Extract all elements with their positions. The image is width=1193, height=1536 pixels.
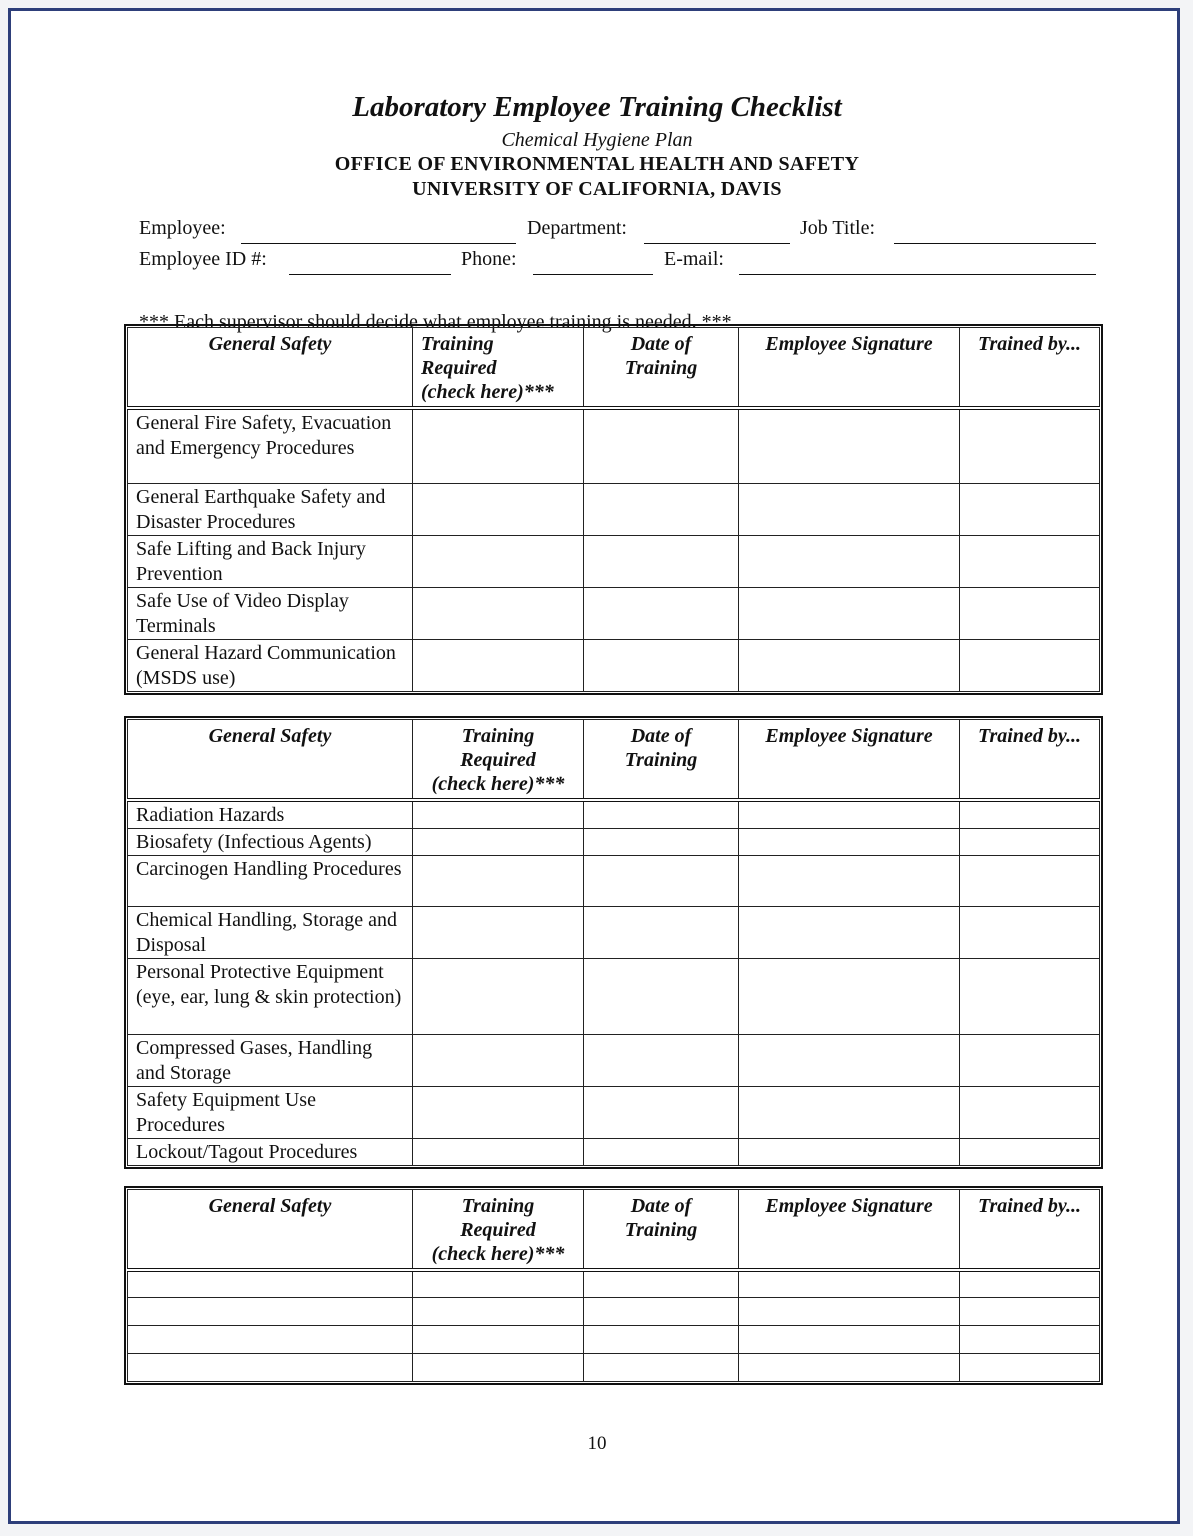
signature-cell[interactable] [739,408,960,484]
office-name: OFFICE OF ENVIRONMENTAL HEALTH AND SAFETY [334,153,860,175]
training-item: Biosafety (Infectious Agents) [128,828,413,855]
training-required-cell[interactable] [413,1270,584,1298]
date-cell[interactable] [584,408,739,484]
training-item-cell[interactable] [128,1270,413,1298]
col-header-trained-by: Trained by... [960,328,1100,408]
date-cell[interactable] [584,958,739,1034]
training-required-cell[interactable] [413,536,584,588]
col-header-line: (check here)*** [421,381,554,403]
training-item-cell[interactable] [128,1326,413,1354]
date-cell[interactable] [584,588,739,640]
training-required-cell[interactable] [413,906,584,958]
col-header-line: Training [624,749,698,771]
date-cell[interactable] [584,1086,739,1138]
table-row [128,855,1100,906]
date-cell[interactable] [584,906,739,958]
trained-by-cell[interactable] [960,855,1100,906]
trained-by-cell[interactable] [960,800,1100,829]
table-row [128,1138,1100,1165]
training-required-cell[interactable] [413,1298,584,1326]
training-item: Safety Equipment Use Procedures [128,1086,413,1138]
document-subtitle: Chemical Hygiene Plan [501,129,693,151]
col-header-employee-signature: Employee Signature [739,328,960,408]
col-header-date-of-training [584,720,739,800]
date-cell[interactable] [584,640,739,692]
col-header-line: Training [461,1195,535,1217]
training-item: Compressed Gases, Handling and Storage [128,1034,413,1086]
table-row [128,1086,1100,1138]
job-title-label: Job Title: [800,217,876,239]
date-cell[interactable] [584,828,739,855]
page-number: 10 [587,1433,607,1454]
signature-cell[interactable] [739,1354,960,1382]
training-item: General Earthquake Safety and Disaster Procedures [128,484,413,536]
training-required-cell[interactable] [413,1354,584,1382]
email-field[interactable] [739,274,1096,275]
trained-by-cell[interactable] [960,536,1100,588]
training-table-2 [127,719,1100,1166]
document-page [8,8,1180,1524]
table-row [128,1034,1100,1086]
signature-cell[interactable] [739,1034,960,1086]
col-header-line: Training [624,1219,698,1241]
training-item: Safe Lifting and Back Injury Prevention [128,536,413,588]
table-row [128,1326,1100,1354]
trained-by-cell[interactable] [960,484,1100,536]
training-item: Lockout/Tagout Procedures [128,1138,413,1165]
signature-cell[interactable] [739,1326,960,1354]
table-header-row [128,328,1100,408]
trained-by-cell[interactable] [960,958,1100,1034]
phone-label: Phone: [461,248,517,270]
training-required-cell[interactable] [413,1086,584,1138]
training-item: Radiation Hazards [128,800,413,829]
signature-cell[interactable] [739,800,960,829]
employee-label: Employee: [139,217,226,239]
table-row [128,1354,1100,1382]
col-header-employee-signature: Employee Signature [739,720,960,800]
training-required-cell[interactable] [413,588,584,640]
training-item: General Hazard Communication (MSDS use) [128,640,413,692]
date-cell[interactable] [584,1270,739,1298]
university-name: UNIVERSITY OF CALIFORNIA, DAVIS [412,178,782,200]
signature-cell[interactable] [739,828,960,855]
table-row [128,1270,1100,1298]
date-cell[interactable] [584,1298,739,1326]
col-header-line: Date of [630,1195,692,1217]
signature-cell[interactable] [739,588,960,640]
date-cell[interactable] [584,536,739,588]
col-header-date-of-training [584,328,739,408]
training-item-cell[interactable] [128,1298,413,1326]
trained-by-cell[interactable] [960,906,1100,958]
trained-by-cell[interactable] [960,408,1100,484]
signature-cell[interactable] [739,958,960,1034]
table-row [128,906,1100,958]
signature-cell[interactable] [739,640,960,692]
training-table-3 [127,1189,1100,1382]
training-required-cell[interactable] [413,828,584,855]
signature-cell[interactable] [739,1298,960,1326]
table-row [128,408,1100,484]
col-header-general-safety: General Safety [128,328,413,408]
table-row [128,1298,1100,1326]
department-label: Department: [527,217,627,239]
training-required-cell[interactable] [413,1326,584,1354]
training-required-cell[interactable] [413,484,584,536]
trained-by-cell[interactable] [960,1354,1100,1382]
training-required-cell[interactable] [413,855,584,906]
signature-cell[interactable] [739,484,960,536]
trained-by-cell[interactable] [960,828,1100,855]
col-header-training-required [413,1190,584,1270]
col-header-date-of-training [584,1190,739,1270]
col-header-line: Date of [630,333,692,355]
col-header-line: Required [421,357,497,379]
col-header-line: (check here)*** [431,773,565,795]
col-header-line: Required [460,1219,536,1241]
table-row [128,536,1100,588]
date-cell[interactable] [584,1326,739,1354]
signature-cell[interactable] [739,906,960,958]
table-row [128,484,1100,536]
col-header-line: Date of [630,725,692,747]
table-row [128,800,1100,829]
job-title-field[interactable] [894,243,1096,244]
signature-cell[interactable] [739,1270,960,1298]
col-header-line: (check here)*** [431,1243,565,1265]
col-header-line: Training [421,333,494,355]
date-cell[interactable] [584,1034,739,1086]
date-cell[interactable] [584,1138,739,1165]
trained-by-cell[interactable] [960,1138,1100,1165]
col-header-training-required [413,328,584,408]
date-cell[interactable] [584,800,739,829]
table-row [128,588,1100,640]
training-required-cell[interactable] [413,800,584,829]
training-required-cell[interactable] [413,640,584,692]
employee-field[interactable] [241,243,516,244]
table-row [128,828,1100,855]
col-header-line: Required [460,749,536,771]
col-header-trained-by: Trained by... [960,720,1100,800]
phone-field[interactable] [533,274,653,275]
training-item: Safe Use of Video Display Terminals [128,588,413,640]
signature-cell[interactable] [739,536,960,588]
col-header-training-required [413,720,584,800]
signature-cell[interactable] [739,1086,960,1138]
department-field[interactable] [644,243,790,244]
col-header-line: Training [461,725,535,747]
date-cell[interactable] [584,855,739,906]
signature-cell[interactable] [739,1138,960,1165]
table-row [128,640,1100,692]
col-header-general-safety: General Safety [128,1190,413,1270]
training-required-cell[interactable] [413,408,584,484]
training-item: Chemical Handling, Storage and Disposal [128,906,413,958]
trained-by-cell[interactable] [960,1298,1100,1326]
col-header-general-safety: General Safety [128,720,413,800]
training-item: Carcinogen Handling Procedures [128,855,413,906]
col-header-employee-signature: Employee Signature [739,1190,960,1270]
training-table-1 [127,327,1100,692]
training-required-cell[interactable] [413,1138,584,1165]
employee-id-label: Employee ID #: [139,248,267,270]
training-required-cell[interactable] [413,958,584,1034]
table-header-row [128,720,1100,800]
date-cell[interactable] [584,1354,739,1382]
table-header-row [128,1190,1100,1270]
training-item-cell[interactable] [128,1354,413,1382]
trained-by-cell[interactable] [960,1034,1100,1086]
trained-by-cell[interactable] [960,1326,1100,1354]
email-label: E-mail: [664,248,724,270]
training-required-cell[interactable] [413,1034,584,1086]
training-item: General Fire Safety, Evacuation and Emergency Procedures [128,408,413,484]
trained-by-cell[interactable] [960,1270,1100,1298]
signature-cell[interactable] [739,855,960,906]
supervisor-note: *** Each supervisor should decide what employee training is needed. *** [139,311,732,333]
training-item: Personal Protective Equipment (eye, ear, lung & skin protection) [128,958,413,1034]
date-cell[interactable] [584,484,739,536]
table-row [128,958,1100,1034]
trained-by-cell[interactable] [960,640,1100,692]
trained-by-cell[interactable] [960,588,1100,640]
col-header-line: Training [624,357,698,379]
document-title: Laboratory Employee Training Checklist [352,91,842,123]
employee-id-field[interactable] [289,274,451,275]
col-header-trained-by: Trained by... [960,1190,1100,1270]
trained-by-cell[interactable] [960,1086,1100,1138]
